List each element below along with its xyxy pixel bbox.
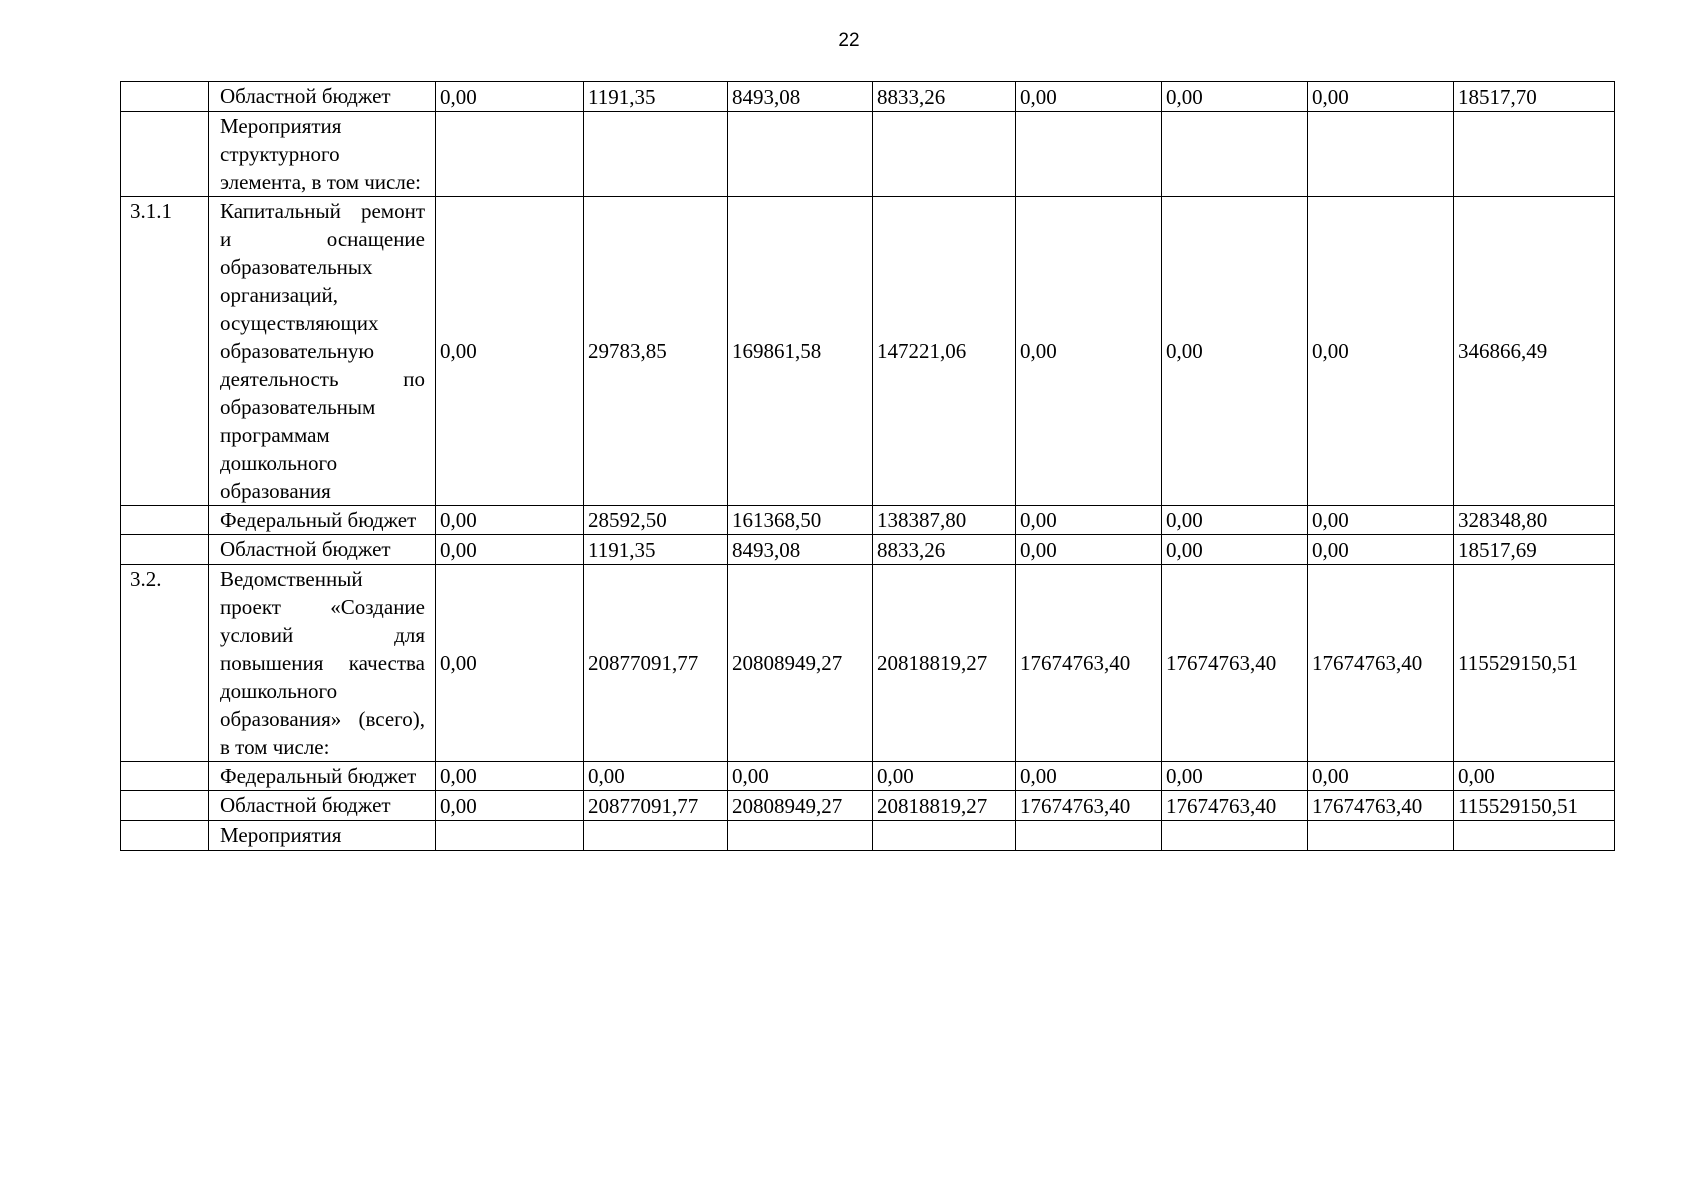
value-cell: 20877091,77 [584, 791, 728, 821]
value-cell: 0,00 [1308, 82, 1454, 112]
value-cell: 17674763,40 [1308, 565, 1454, 762]
value-cell: 8493,08 [728, 535, 873, 565]
value-cell: 0,00 [436, 762, 584, 791]
table-row [121, 791, 1615, 821]
row-number-cell [121, 506, 209, 535]
value-cell: 0,00 [1016, 506, 1162, 535]
value-cell: 20877091,77 [584, 565, 728, 762]
row-name-cell: Областной бюджет [209, 791, 436, 821]
row-number-cell [121, 762, 209, 791]
value-cell: 0,00 [436, 535, 584, 565]
value-cell [1016, 821, 1162, 851]
value-cell: 20818819,27 [873, 791, 1016, 821]
row-name-cell: Мероприятия структурного элемента, в том числе: [209, 112, 436, 197]
value-cell: 0,00 [873, 762, 1016, 791]
value-cell: 8833,26 [873, 535, 1016, 565]
table-body [121, 82, 1615, 851]
table-row [121, 112, 1615, 197]
value-cell [728, 821, 873, 851]
row-name-cell: Ведомственный проект «Создание условий для повышения качества дошкольного образования» (всего), в том числе: [209, 565, 436, 762]
value-cell: 0,00 [1162, 535, 1308, 565]
value-cell: 0,00 [1016, 82, 1162, 112]
value-cell: 346866,49 [1454, 197, 1615, 506]
value-cell: 0,00 [1308, 762, 1454, 791]
table-row [121, 565, 1615, 762]
row-name-cell: Федеральный бюджет [209, 762, 436, 791]
row-number-cell [121, 82, 209, 112]
value-cell: 161368,50 [728, 506, 873, 535]
value-cell: 0,00 [436, 82, 584, 112]
value-cell: 0,00 [1016, 197, 1162, 506]
value-cell [436, 112, 584, 197]
value-cell: 20808949,27 [728, 565, 873, 762]
value-cell: 8493,08 [728, 82, 873, 112]
table-row [121, 82, 1615, 112]
row-number-cell: 3.2. [121, 565, 209, 762]
value-cell: 20808949,27 [728, 791, 873, 821]
table-row [121, 762, 1615, 791]
value-cell: 0,00 [1016, 762, 1162, 791]
row-name-cell: Областной бюджет [209, 82, 436, 112]
value-cell: 1191,35 [584, 535, 728, 565]
table-row [121, 821, 1615, 851]
value-cell: 0,00 [436, 791, 584, 821]
value-cell [436, 821, 584, 851]
value-cell: 0,00 [1162, 506, 1308, 535]
value-cell: 0,00 [1454, 762, 1615, 791]
value-cell [1454, 821, 1615, 851]
table-row [121, 506, 1615, 535]
row-number-cell [121, 791, 209, 821]
value-cell: 138387,80 [873, 506, 1016, 535]
value-cell: 0,00 [436, 506, 584, 535]
value-cell: 115529150,51 [1454, 565, 1615, 762]
value-cell: 20818819,27 [873, 565, 1016, 762]
value-cell [873, 112, 1016, 197]
value-cell: 147221,06 [873, 197, 1016, 506]
value-cell: 28592,50 [584, 506, 728, 535]
value-cell [1308, 821, 1454, 851]
value-cell [1162, 821, 1308, 851]
value-cell [1016, 112, 1162, 197]
value-cell: 18517,70 [1454, 82, 1615, 112]
value-cell: 17674763,40 [1162, 791, 1308, 821]
value-cell [584, 821, 728, 851]
value-cell: 17674763,40 [1016, 565, 1162, 762]
value-cell: 0,00 [1016, 535, 1162, 565]
value-cell [728, 112, 873, 197]
budget-table [120, 81, 1615, 851]
row-name-cell: Федеральный бюджет [209, 506, 436, 535]
value-cell: 1191,35 [584, 82, 728, 112]
row-name-cell: Областной бюджет [209, 535, 436, 565]
value-cell [1162, 112, 1308, 197]
value-cell: 0,00 [584, 762, 728, 791]
row-number-cell [121, 535, 209, 565]
value-cell: 0,00 [1162, 762, 1308, 791]
value-cell: 0,00 [1308, 197, 1454, 506]
value-cell: 17674763,40 [1308, 791, 1454, 821]
value-cell: 0,00 [436, 565, 584, 762]
value-cell: 29783,85 [584, 197, 728, 506]
value-cell: 328348,80 [1454, 506, 1615, 535]
value-cell: 0,00 [436, 197, 584, 506]
value-cell [873, 821, 1016, 851]
value-cell: 0,00 [1162, 82, 1308, 112]
value-cell: 17674763,40 [1016, 791, 1162, 821]
value-cell: 17674763,40 [1162, 565, 1308, 762]
row-name-cell: Капитальный ремонт и оснащение образовательных организаций, осуществляющих образовательную деятельность по образовательным программам дошкольного образования [209, 197, 436, 506]
value-cell: 8833,26 [873, 82, 1016, 112]
value-cell: 115529150,51 [1454, 791, 1615, 821]
table-row [121, 197, 1615, 506]
table-row [121, 535, 1615, 565]
value-cell: 169861,58 [728, 197, 873, 506]
row-number-cell [121, 112, 209, 197]
value-cell [1454, 112, 1615, 197]
page-number: 22 [838, 30, 860, 51]
value-cell: 0,00 [1308, 506, 1454, 535]
row-number-cell: 3.1.1 [121, 197, 209, 506]
row-name-cell: Мероприятия [209, 821, 436, 851]
value-cell: 0,00 [1162, 197, 1308, 506]
row-number-cell [121, 821, 209, 851]
value-cell: 18517,69 [1454, 535, 1615, 565]
value-cell: 0,00 [728, 762, 873, 791]
value-cell [1308, 112, 1454, 197]
value-cell [584, 112, 728, 197]
value-cell: 0,00 [1308, 535, 1454, 565]
